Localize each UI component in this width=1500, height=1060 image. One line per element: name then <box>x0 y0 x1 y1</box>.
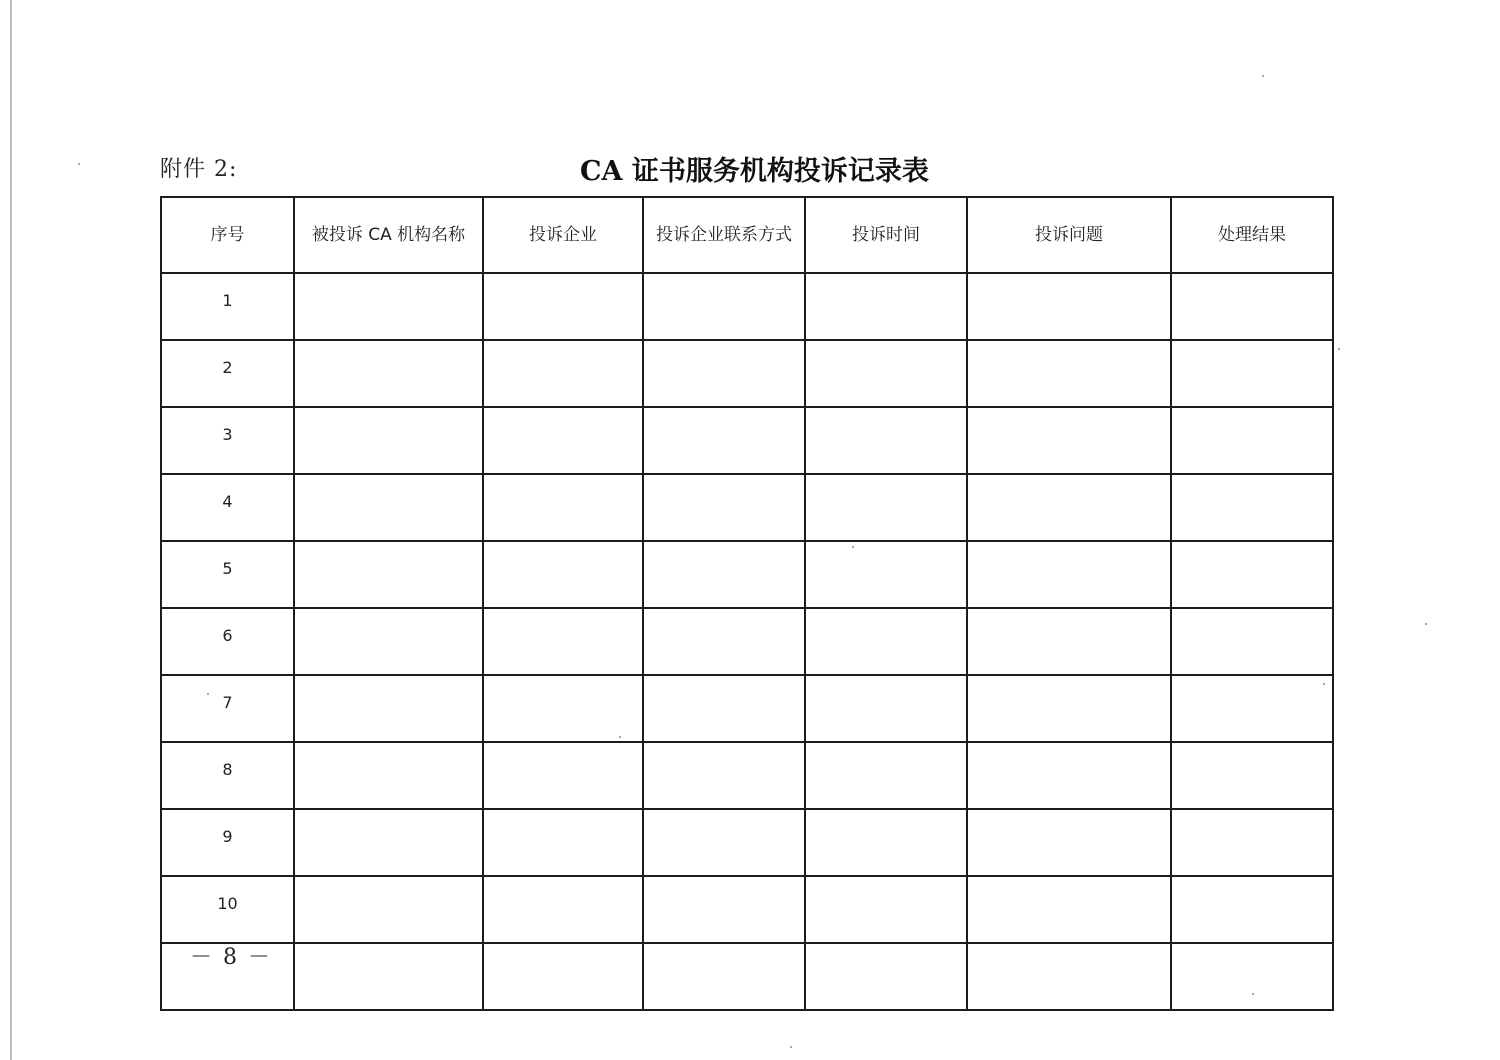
table-row <box>161 273 1333 340</box>
table-cell <box>805 474 967 541</box>
attachment-label: 附件 2: <box>160 157 238 182</box>
table-cell <box>967 407 1171 474</box>
table-cell <box>643 675 805 742</box>
column-header: 投诉企业联系方式 <box>643 197 805 273</box>
row-number-cell: 9 <box>161 809 294 876</box>
row-number-cell: 10 <box>161 876 294 943</box>
table-cell <box>483 273 643 340</box>
table-cell <box>1171 675 1333 742</box>
table-body <box>161 273 1333 1010</box>
table-cell <box>967 474 1171 541</box>
table-cell <box>1171 943 1333 1010</box>
table-cell <box>805 273 967 340</box>
table-row <box>161 675 1333 742</box>
table-cell <box>294 809 483 876</box>
column-header: 投诉企业 <box>483 197 643 273</box>
table-row <box>161 742 1333 809</box>
table-cell <box>967 273 1171 340</box>
table-cell <box>294 608 483 675</box>
table-cell <box>643 273 805 340</box>
table-cell <box>294 876 483 943</box>
header-row <box>161 197 1333 273</box>
table-cell <box>483 541 643 608</box>
complaint-record-table <box>160 196 1334 1011</box>
table-cell <box>967 340 1171 407</box>
table-cell <box>805 675 967 742</box>
table-cell <box>967 809 1171 876</box>
table-cell <box>483 340 643 407</box>
scan-speck <box>1338 348 1340 350</box>
table-cell <box>967 876 1171 943</box>
scan-speck <box>790 1046 792 1048</box>
scan-speck <box>619 736 621 738</box>
table-cell <box>294 340 483 407</box>
document-title: CA 证书服务机构投诉记录表 <box>580 156 929 187</box>
table-cell <box>294 943 483 1010</box>
scan-speck <box>1252 993 1254 995</box>
row-number-cell: 4 <box>161 474 294 541</box>
table-cell <box>643 541 805 608</box>
scan-speck <box>852 546 854 548</box>
table-cell <box>643 407 805 474</box>
table-cell <box>294 675 483 742</box>
row-number-cell: 5 <box>161 541 294 608</box>
table-cell <box>967 742 1171 809</box>
table-cell <box>1171 608 1333 675</box>
table-cell <box>294 541 483 608</box>
table-cell <box>967 675 1171 742</box>
column-header: 序号 <box>161 197 294 273</box>
table-cell <box>805 340 967 407</box>
table-cell <box>483 474 643 541</box>
table-row <box>161 541 1333 608</box>
table-row <box>161 809 1333 876</box>
table-cell <box>643 943 805 1010</box>
table-cell <box>805 876 967 943</box>
scan-speck <box>1262 75 1264 77</box>
table-cell <box>483 742 643 809</box>
page-number: － 8 － <box>190 945 272 970</box>
column-header: 处理结果 <box>1171 197 1333 273</box>
row-number-cell: 6 <box>161 608 294 675</box>
scan-edge-line <box>10 0 12 1060</box>
table-cell <box>294 742 483 809</box>
scan-speck <box>1425 623 1427 625</box>
row-number-cell: 2 <box>161 340 294 407</box>
table-cell <box>294 273 483 340</box>
row-number-cell: 7 <box>161 675 294 742</box>
table-row <box>161 608 1333 675</box>
table-cell <box>643 340 805 407</box>
table-cell <box>483 407 643 474</box>
row-number-cell: 8 <box>161 742 294 809</box>
table-cell <box>967 608 1171 675</box>
column-header: 投诉时间 <box>805 197 967 273</box>
row-number-cell: 3 <box>161 407 294 474</box>
table-cell <box>805 742 967 809</box>
table-cell <box>643 742 805 809</box>
table-cell <box>1171 407 1333 474</box>
table-cell <box>483 675 643 742</box>
table-cell <box>643 474 805 541</box>
scan-speck <box>78 163 80 165</box>
scan-speck <box>1323 683 1325 685</box>
table-cell <box>643 809 805 876</box>
table-cell <box>643 608 805 675</box>
table-cell <box>1171 541 1333 608</box>
table-cell <box>1171 474 1333 541</box>
table-cell <box>1171 809 1333 876</box>
table-row <box>161 876 1333 943</box>
table-cell <box>294 407 483 474</box>
table-cell <box>483 876 643 943</box>
column-header: 投诉问题 <box>967 197 1171 273</box>
table-cell <box>1171 273 1333 340</box>
table-cell <box>967 541 1171 608</box>
table-cell <box>483 943 643 1010</box>
table-cell <box>483 608 643 675</box>
table-cell <box>1171 340 1333 407</box>
table-cell <box>294 474 483 541</box>
table-header <box>161 197 1333 273</box>
table-row <box>161 407 1333 474</box>
table-cell <box>483 809 643 876</box>
table-cell <box>1171 876 1333 943</box>
table-row <box>161 943 1333 1010</box>
table-row <box>161 474 1333 541</box>
table-cell <box>643 876 805 943</box>
table-cell <box>805 541 967 608</box>
table-cell <box>805 608 967 675</box>
table-cell <box>805 943 967 1010</box>
table-cell <box>805 809 967 876</box>
table-cell <box>1171 742 1333 809</box>
scan-speck <box>207 693 209 695</box>
column-header: 被投诉 CA 机构名称 <box>294 197 483 273</box>
table-cell <box>967 943 1171 1010</box>
table-row <box>161 340 1333 407</box>
table-cell <box>805 407 967 474</box>
row-number-cell: 1 <box>161 273 294 340</box>
